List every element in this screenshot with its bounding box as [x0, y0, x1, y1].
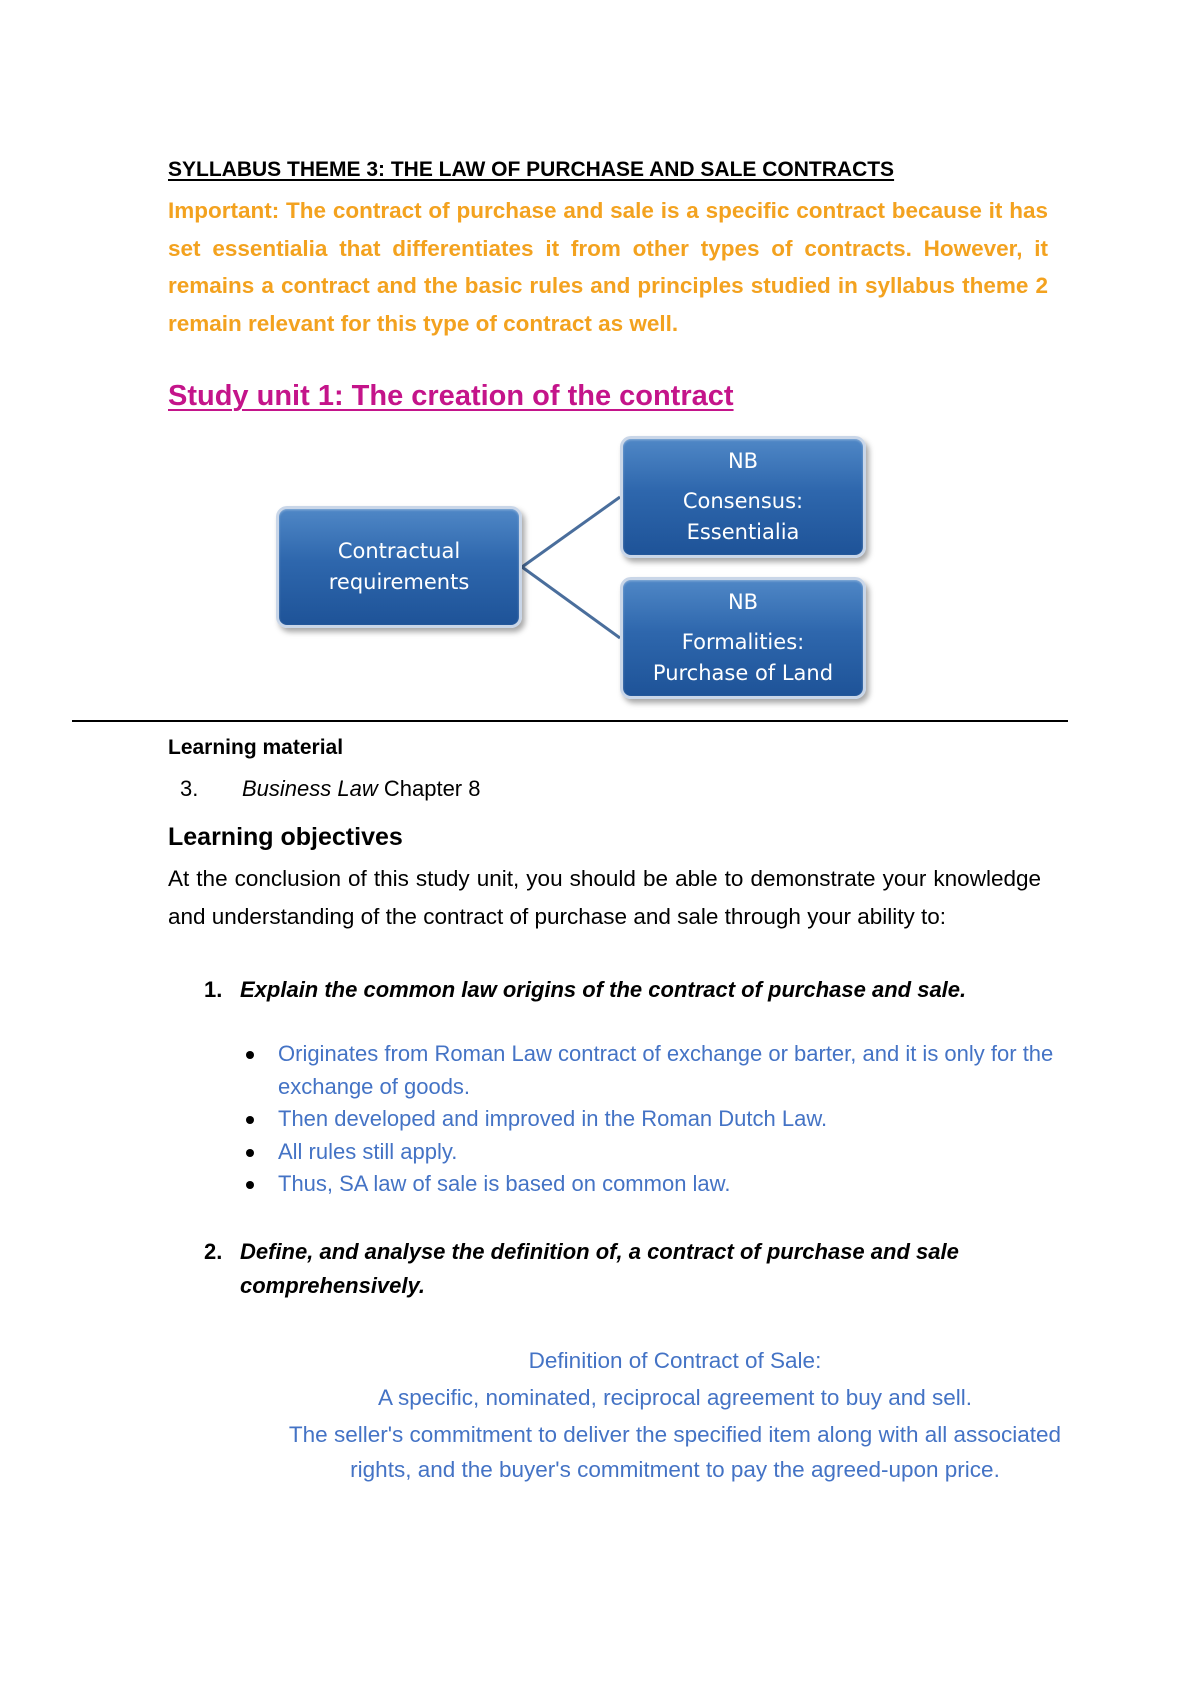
objective-1-number: 1.	[204, 977, 223, 1002]
list-item	[246, 1136, 1106, 1169]
definition-line-1: A specific, nominated, reciprocal agreement to buy and sell.	[377, 1385, 973, 1410]
box-formalities-line2: Purchase of Land	[652, 661, 834, 685]
objective-1	[204, 973, 1060, 1007]
origin-point-text: Originates from Roman Law contract of exchange or barter, and it is only for the exchange of goods.	[278, 1041, 1054, 1099]
origin-point-text: Thus, SA law of sale is based on common law.	[278, 1171, 731, 1196]
section-divider	[72, 720, 1068, 722]
bullet-icon	[246, 1051, 254, 1059]
connector-to-consensus	[522, 497, 620, 567]
objective-2	[204, 1235, 1060, 1303]
learning-material-chapter: Chapter 8	[377, 776, 481, 801]
list-item	[246, 1038, 1106, 1103]
box-formalities-line1: Formalities:	[681, 630, 805, 654]
learning-material-book-title: Business Law	[242, 776, 378, 801]
box-consensus-line1: Consensus:	[682, 489, 804, 513]
list-item	[246, 1168, 1106, 1201]
definition-title: Definition of Contract of Sale:	[528, 1348, 822, 1373]
learning-material-number: 3.	[180, 776, 199, 801]
learning-material-item	[180, 776, 480, 802]
box-formalities-tag: NB	[727, 590, 759, 614]
objective-1-text: Explain the common law origins of the contract of purchase and sale.	[240, 977, 967, 1002]
learning-objectives-heading: Learning objectives	[168, 823, 403, 851]
study-unit-heading: Study unit 1: The creation of the contract	[168, 380, 734, 412]
box-root-line1: Contractual	[337, 539, 461, 563]
connector-to-formalities	[522, 567, 620, 638]
learning-objectives-intro: At the conclusion of this study unit, you should be able to demonstrate your knowledge and understanding of the contract of purchase and sale through your ability to:	[168, 866, 1041, 929]
objective-2-number: 2.	[204, 1239, 223, 1264]
objective-2-text: Define, and analyse the definition of, a contract of purchase and sale comprehensively.	[240, 1239, 959, 1298]
contractual-requirements-box	[276, 506, 522, 628]
syllabus-theme-title: SYLLABUS THEME 3: THE LAW OF PURCHASE AND SALE CONTRACTS	[168, 158, 895, 181]
important-note: Important: The contract of purchase and sale is a specific contract because it has set essentialia that differentiates it from other types of contracts. However, it remains a contract and the basic rules and principles studied in syllabus theme 2 remain relevant for this type of contract as well.	[168, 198, 1048, 336]
bullet-icon	[246, 1116, 254, 1124]
consensus-essentialia-box	[620, 436, 866, 558]
box-root-line2: requirements	[328, 570, 470, 594]
sale-definition-block	[150, 1342, 1200, 1486]
box-consensus-line2: Essentialia	[686, 520, 800, 544]
bullet-icon	[246, 1149, 254, 1157]
learning-material-heading: Learning material	[168, 736, 344, 759]
definition-line-2: The seller's commitment to deliver the specified item along with all associated	[288, 1422, 1062, 1447]
origin-points-list	[246, 1038, 1106, 1201]
list-item	[246, 1103, 1106, 1136]
origin-point-text: All rules still apply.	[278, 1138, 458, 1164]
origin-point-text: Then developed and improved in the Roman Dutch Law.	[278, 1106, 828, 1131]
formalities-purchase-of-land-box	[620, 577, 866, 699]
box-consensus-tag: NB	[727, 449, 759, 473]
definition-line-3: rights, and the buyer's commitment to pay the agreed-upon price.	[350, 1457, 1000, 1482]
bullet-icon	[246, 1181, 254, 1189]
